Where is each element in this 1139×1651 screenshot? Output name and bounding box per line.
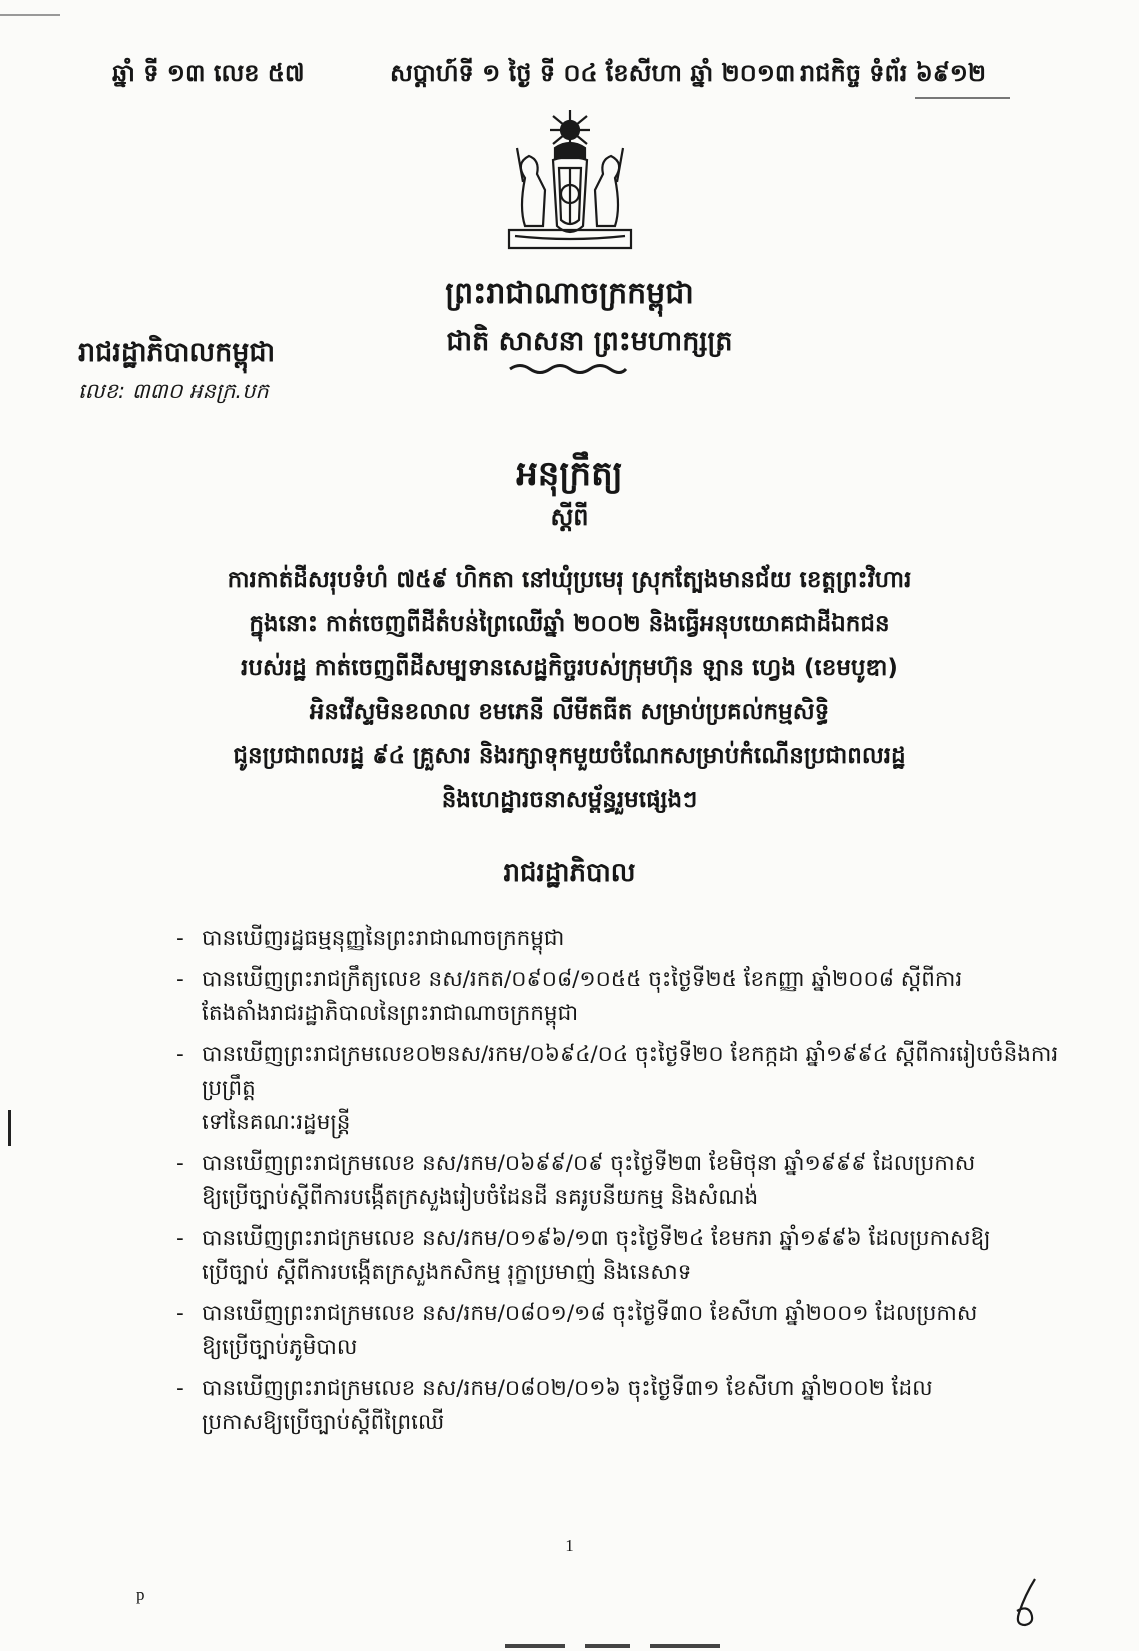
national-motto: ជាតិ សាសនា ព្រះមហាក្សត្រ [446,326,733,357]
list-item: - បានឃើញរដ្ឋធម្មនុញ្ញនៃព្រះរាជាណាចក្រកម្ពុជា [176,926,565,951]
decree-title-line: និងហេដ្ឋារចនាសម្ព័ន្ធរួមផ្សេងៗ [441,787,698,813]
decree-title-line: របស់រដ្ឋ កាត់ចេញពីដីសម្បទានសេដ្ឋកិច្ចរបស់ក្រុមហ៊ុន ឡាន ហ្វេង (ខេមបូឌា) [241,655,898,681]
decree-title-line: ជូនប្រជាពលរដ្ឋ ៩៤ គ្រួសារ និងរក្សាទុកមួយចំណែកសម្រាប់កំណើនប្រជាពលរដ្ឋ [233,743,906,769]
gazette-date: សប្តាហ៍ទី ១ ថ្ងៃ ទី ០៤ ខែសីហា ឆ្នាំ ២០១៣ [390,59,796,87]
royal-coat-of-arms-icon [495,108,645,258]
ornament-divider-icon [508,362,628,376]
list-item: - បានឃើញព្រះរាជក្រមលេខ០២នស/រកម/០៦៩៤/០៤ ចុះថ្ងៃទី២០ ខែកក្កដា ឆ្នាំ១៩៩៤ ស្តីពីការរៀបចំនិងការប្រព្រឹត្ត ទៅនៃគណៈរដ្ឋមន្ត្រី [176,1042,1059,1135]
considerations-list [176,922,1076,1447]
decree-number: លេខ: ៣៣០ អនក្រ.បក [78,379,269,403]
decree-title-line: ក្នុងនោះ កាត់ចេញពីដីតំបន់ព្រៃឈើឆ្នាំ ២០០២ និងធ្វើអនុបយោគជាដីឯកជន [249,611,890,637]
initials-signature-icon [1005,1575,1045,1630]
list-item: - បានឃើញព្រះរាជក្រមលេខ នស/រកម/០៦៩៩/០៩ ចុះថ្ងៃទី២៣ ខែមិថុនា ឆ្នាំ១៩៩៩ ដែលប្រកាស ឱ្យប្រើច្បាប់ស្តីពីការបង្កើតក្រសួងរៀបចំដែនដី នគរូបនីយកម្ម និងសំណង់ [176,1151,976,1210]
list-item: - បានឃើញព្រះរាជក្រមលេខ នស/រកម/០៨០២/០១៦ ចុះថ្ងៃទី៣១ ខែសីហា ឆ្នាំ២០០២ ដែល ប្រកាសឱ្យប្រើច្បាប់ស្តីពីព្រៃឈើ [176,1376,933,1435]
decree-type: អនុក្រឹត្យ [516,454,623,494]
decree-title-line: ការកាត់ដីសរុបទំហំ ៧៥៩ ហិកតា នៅឃុំប្រមេរុ ស្រុកត្បែងមានជ័យ ខេត្តព្រះវិហារ [227,567,912,593]
decree-title-line: អិនវើស្ទមិនខលាល ខមភេនី លីមីតធីត សម្រាប់ប្រគល់កម្មសិទ្ធិ [309,699,830,725]
issuer-name: រាជរដ្ឋាភិបាលកម្ពុជា [78,337,276,368]
decree-subject-label: ស្តីពី [550,503,589,531]
government-heading: រាជរដ្ឋាភិបាល [503,858,636,888]
gazette-page: រាជកិច្ច ទំព័រ ៦៩១២ [800,59,987,87]
header-rule [915,97,1010,99]
list-item: - បានឃើញព្រះរាជក្រឹត្យលេខ នស/រកត/០៩០៨/១០៥៥ ចុះថ្ងៃទី២៥ ខែកញ្ញា ឆ្នាំ២០០៨ ស្តីពីការ តែងតាំងរាជរដ្ឋាភិបាលនៃព្រះរាជាណាចក្រកម្ពុជា [176,967,963,1026]
list-item: - បានឃើញព្រះរាជក្រមលេខ នស/រកម/០៨០១/១៨ ចុះថ្ងៃទី៣០ ខែសីហា ឆ្នាំ២០០១ ដែលប្រកាស ឱ្យប្រើច្បាប់ភូមិបាល [176,1301,978,1360]
kingdom-name: ព្រះរាជាណាចក្រកម្ពុជា [445,276,694,311]
list-item: - បានឃើញព្រះរាជក្រមលេខ នស/រកម/០១៩៦/១៣ ចុះថ្ងៃទី២៤ ខែមករា ឆ្នាំ១៩៩៦ ដែលប្រកាសឱ្យ ប្រើច្បាប់ ស្តីពីការបង្កើតក្រសួងកសិកម្ម រុក្ខាប្រមាញ់ និងនេសាទ [176,1226,991,1285]
page-number: 1 [565,1536,574,1555]
gazette-year-issue: ឆ្នាំ ទី ១៣ លេខ ៥៧ [112,59,305,87]
margin-mark: p [136,1585,145,1604]
